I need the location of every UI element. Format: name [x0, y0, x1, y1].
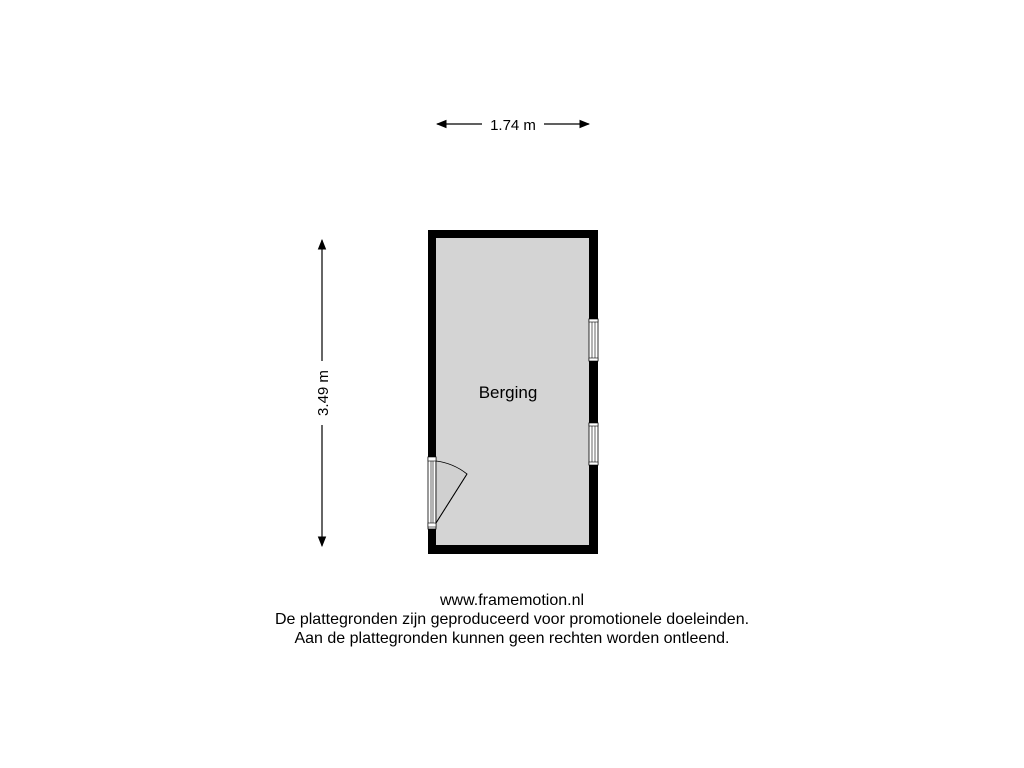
window-lower	[589, 423, 598, 465]
footer-website: www.framemotion.nl	[439, 592, 585, 609]
width-dimension	[437, 117, 589, 134]
footer-line-1: De plattegronden zijn geproduceerd voor promotionele doeleinden.	[274, 611, 750, 628]
room-label: Berging	[478, 383, 538, 402]
height-dimension	[315, 240, 332, 546]
width-dimension-label: 1.74 m	[490, 117, 536, 134]
room-berging	[428, 230, 598, 554]
height-dimension-label: 3.49 m	[315, 370, 332, 416]
footer-disclaimer	[0, 591, 1024, 648]
footer-line-2: Aan de plattegronden kunnen geen rechten worden ontleend.	[294, 630, 730, 647]
window-upper	[589, 319, 598, 361]
